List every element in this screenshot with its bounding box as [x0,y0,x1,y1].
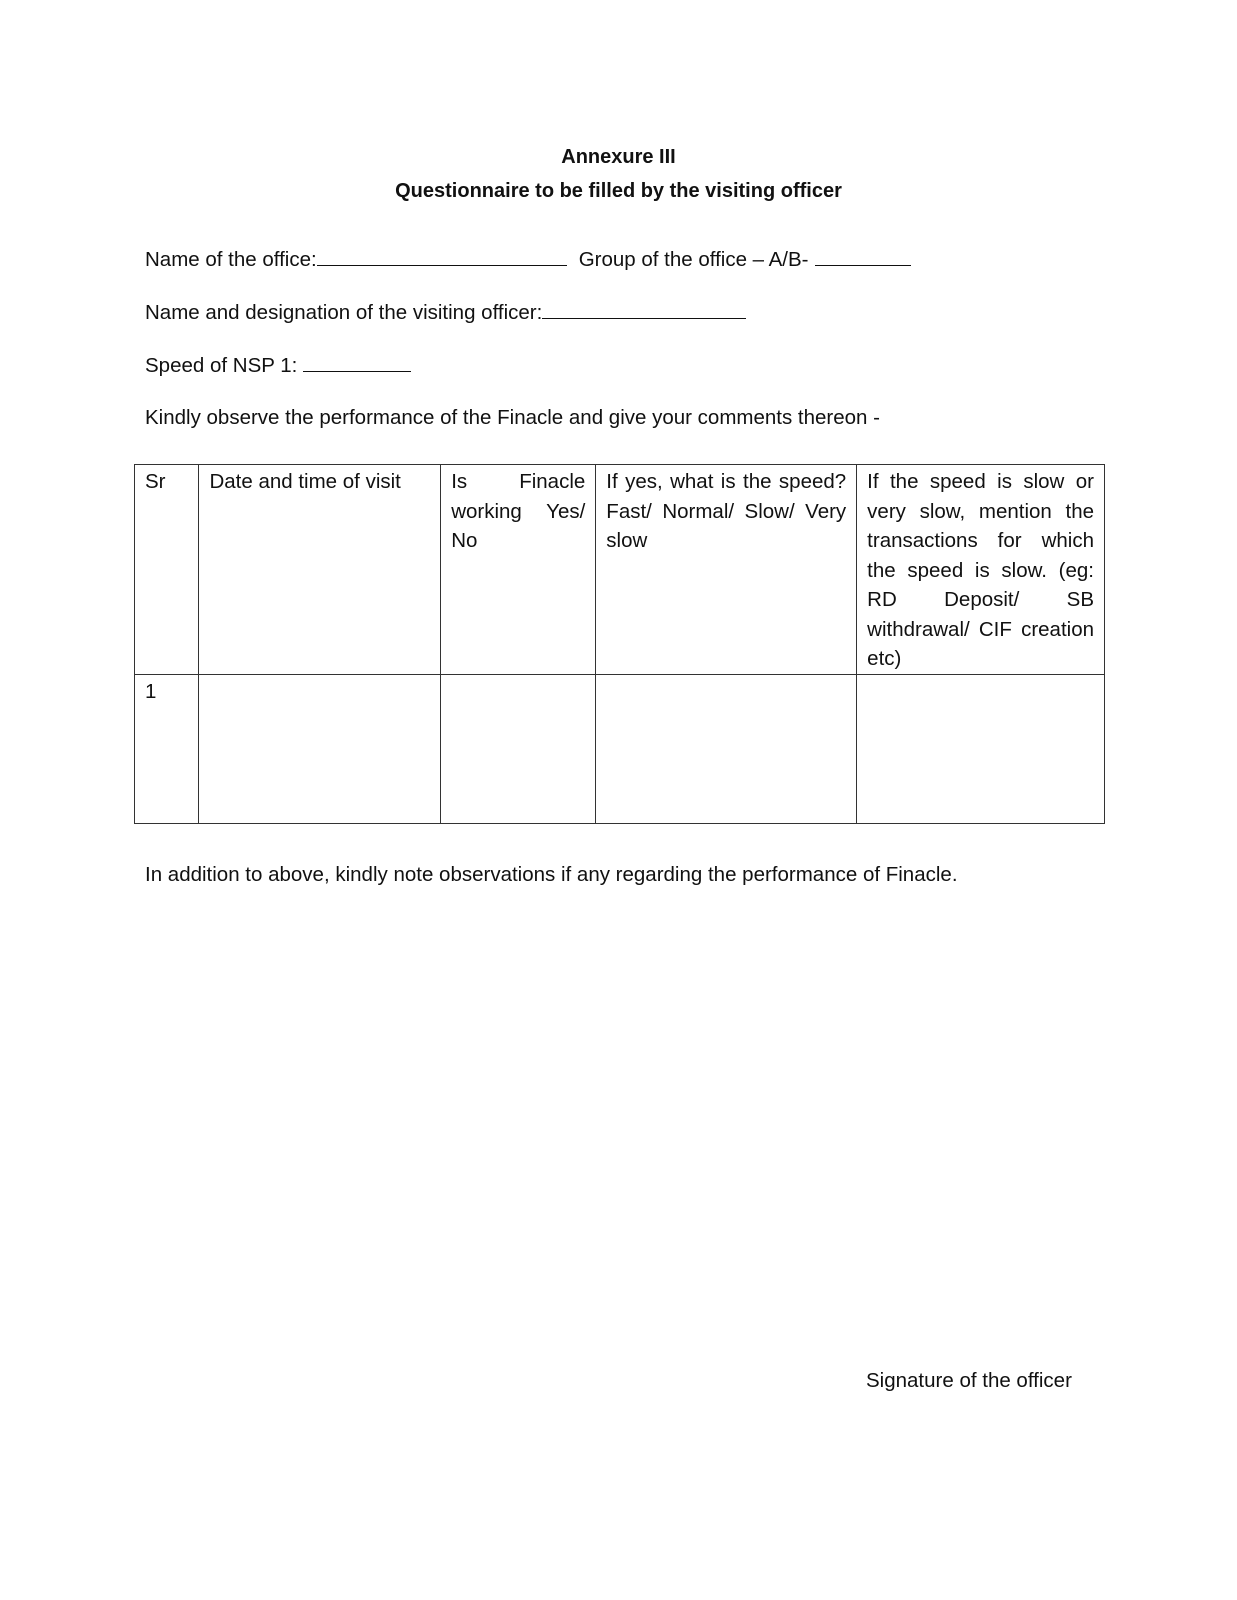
header-finacle-working: Is Finacle working Yes/ No [441,465,596,675]
instruction-text: Kindly observe the performance of the Finacle and give your comments thereon - [145,406,880,429]
cell-sr: 1 [135,674,199,823]
additional-observations-note: In addition to above, kindly note observations if any regarding the performance of Finacle. [145,863,958,886]
table-header-row [135,465,1105,675]
cell-date-time[interactable] [199,674,441,823]
designation-row [145,300,746,325]
cell-speed[interactable] [596,674,857,823]
header-date-time: Date and time of visit [199,465,441,675]
officer-designation-blank[interactable] [542,300,746,319]
cell-finacle-working[interactable] [441,674,596,823]
officer-designation-label: Name and designation of the visiting officer: [145,301,543,324]
nsp-speed-label: Speed of NSP 1: [145,354,298,377]
annexure-heading: Annexure III [561,146,676,168]
header-sr: Sr [135,465,199,675]
table-row [135,674,1105,823]
office-name-blank[interactable] [317,247,567,266]
officer-signature-label: Signature of the officer [866,1369,1072,1392]
header-speed: If yes, what is the speed? Fast/ Normal/ Slow/ Very slow [596,465,857,675]
performance-table [134,464,1105,824]
office-row [145,247,911,272]
office-name-label: Name of the office: [145,248,317,271]
nsp-speed-blank[interactable] [303,353,411,372]
office-group-blank[interactable] [815,247,911,266]
office-group-label: Group of the office – A/B- [578,248,809,271]
header-slow-transactions: If the speed is slow or very slow, mention the transactions for which the speed is slow. (eg: RD Deposit/ SB withdrawal/ CIF creation etc) [857,465,1105,675]
speed-row [145,353,411,378]
questionnaire-title: Questionnaire to be filled by the visiting officer [395,180,842,202]
cell-slow-transactions[interactable] [857,674,1105,823]
